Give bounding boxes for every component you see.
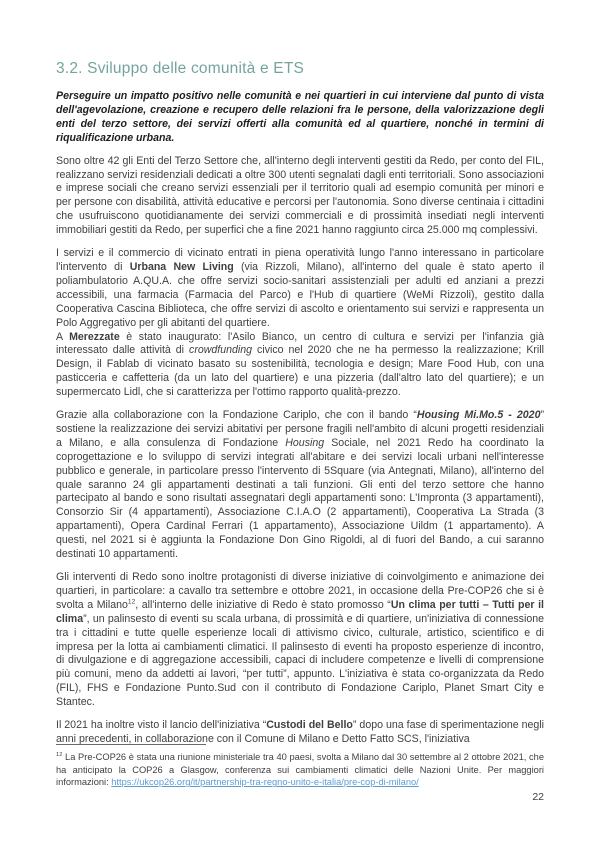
text-segment: I servizi e il commercio di vicinato entrati in piena operatività lungo l'anno interessano in particolare l'intervento di bbox=[56, 247, 544, 273]
footnote-block bbox=[56, 744, 544, 803]
text-segment: Sono oltre 42 gli Enti del Terzo Settore che, all'interno degli interventi gestiti da Redo, per conto del FIL, realizzano servizi residenziali dedicati a oltre 300 utenti segnalati dagli enti territoriali. Sono associazioni e imprese sociali che creano servizi essenziali per il territorio quali ad esempio comunità per minori e per persone con disabilità, attività educative e percorsi per l'autonomia. Sono diverse centinaia i cittadini che usufruiscono quotidianamente dei servizi commerciali e di prossimità insediati negli interventi immobiliari gestiti da Redo, per superfici che a fine 2021 hanno raggiunto circa 25.000 mq complessivi. bbox=[56, 154, 544, 237]
paragraph-terzo-settore bbox=[56, 155, 544, 238]
text-segment: ” dopo una fase di sperimentazione negli anni precedenti, in collaborazione con il Comune di Milano e Detto Fatto SCS, l'iniziativa bbox=[56, 719, 545, 745]
superscript-reference: 12 bbox=[127, 598, 136, 606]
intro-paragraph bbox=[56, 90, 544, 146]
text-segment: , all'interno delle iniziative di Redo è stato promosso “ bbox=[135, 598, 391, 611]
paragraph-un-clima-per-tutti bbox=[56, 571, 544, 710]
text-segment: Housing bbox=[285, 436, 325, 449]
section-heading: 3.2. Sviluppo delle comunità e ETS bbox=[56, 60, 305, 77]
text-segment: Il 2021 ha inoltre visto il lancio dell'iniziativa “ bbox=[56, 719, 267, 732]
footnote-divider bbox=[56, 744, 206, 745]
text-segment: Sociale, nel 2021 Redo ha coordinato la coprogettazione e lo sviluppo di servizi integrati all'abitare e dei servizi locali urbani nell'interesse pubblico e generale, in particolare presso l'intervento di 5Square (via Antegnati, Milano), all'interno del quale saranno 24 gli appartamenti destinati a tali funzioni. Gli enti del terzo settore che hanno partecipato al bando e sono risultati assegnatari degli appartamenti sono: L'Impronta (3 appartamenti), Consorzio Sir (4 appartamenti), Associazione C.I.A.O (2 appartamenti), Cooperativa La Strada (3 appartamenti), Opera Cardinal Ferrari (1 appartamento), Associazione Uildm (1 appartamento). A questi, nel 2021 si è aggiunta la Fondazione Don Gino Rigoldi, al di fuori del Bando, a cui saranno destinati 10 appartamenti. bbox=[56, 436, 544, 561]
text-segment: Housing Mi.Mo.5 - 2020 bbox=[416, 409, 541, 422]
text-segment: A bbox=[56, 330, 70, 343]
text-segment: (via Rizzoli, Milano), all'interno del quale è stato aperto il poliambulatorio A.QU.A. che offre servizi socio-sanitari assistenziali per adulti ed anziani a prezzi accessibili, una farmacia (Farmacia del Parco) e l'Hub di quartiere (WeMi Rizzoli), gestito dalla Cooperativa Cascina Biblioteca, che offre servizi di ascolto e orientamento sui servizi e rappresenta un Polo Aggregativo per gli abitanti del quartiere. bbox=[56, 260, 544, 329]
page-number: 22 bbox=[532, 790, 544, 803]
superscript-reference: 12 bbox=[56, 751, 63, 758]
text-segment: è stato inaugurato: l'Asilo Bianco, un centro di cultura e servizi per l'infanzia già interessato dalle attività di bbox=[56, 330, 544, 357]
paragraph-merezzate bbox=[56, 331, 544, 401]
text-segment: ”, un palinsesto di eventi su scala urbana, di prossimità e di quartiere, un'iniziativa di connessione tra i cittadini e tutte quelle esperienze locali di attivismo civico, culturale, artistico, scientifico e di impresa per la lotta ai cambiamenti climatici. Il palinsesto di eventi ha proposto esperienze di incontro, di divulgazione e di aggregazione accessibili, capaci di includere competenze e livelli di comprensione più comuni, meno da addetti ai lavori, “per tutti”, appunto. L'iniziativa è stata co-organizzata da Redo (FIL), FHS e Fondazione Punto.Sud con il contributo di Fondazione Cariplo, Planet Smart City e Stantec. bbox=[56, 612, 544, 709]
text-segment: Custodi del Bello bbox=[266, 719, 353, 732]
footnote-link[interactable]: https://ukcop26.org/it/partnership-tra-regno-unito-e-italia/pre-cop-di-milano/ bbox=[111, 777, 419, 788]
text-segment: Gli interventi di Redo sono inoltre protagonisti di diverse iniziative di coinvolgimento e animazione dei quartieri, in particolare: a cavallo tra settembre e ottobre 2021, in occasione della Pre-COP26 che si è svolta a Milano bbox=[56, 571, 544, 611]
text-segment: Urbana New Living bbox=[129, 260, 234, 273]
text-segment: crowdfunding bbox=[189, 344, 253, 357]
text-segment: La Pre-COP26 è stata una riunione ministeriale tra 40 paesi, svolta a Milano dal 30 settembre al 2 ottobre 2021, che ha anticipato la COP26 a Glasgow, conferenza sui cambiamenti climatici delle Nazioni Unite. Per maggiori informazioni: bbox=[56, 752, 544, 788]
text-segment: ” sostiene la realizzazione dei servizi abitativi per persone fragili nell'ambito di alcuni progetti residenziali a Milano, e alla consulenza di Fondazione bbox=[56, 409, 544, 449]
footnote-text bbox=[56, 751, 544, 789]
body-paragraphs bbox=[56, 90, 544, 747]
text-segment: Un clima per tutti – Tutti per il clima bbox=[56, 598, 544, 625]
text-segment: Grazie alla collaborazione con la Fondazione Cariplo, che con il bando “ bbox=[56, 409, 417, 422]
paragraph-urbana-new-living bbox=[56, 247, 544, 330]
paragraph-custodi-del-bello bbox=[56, 719, 544, 747]
text-segment: civico nel 2020 che ne ha permesso la realizzazione; Krill Design, il Fablab di vicinato basato su sostenibilità, tecnologia e design; Mare Food Hub, con una pasticceria e caffetteria (da un lato del quartiere) e una pizzeria (dall'altro lato del quartiere); e un supermercato Lidl, che si caratterizza per l'ottimo rapporto qualità-prezzo. bbox=[56, 344, 544, 399]
paragraph-housing-mimo5 bbox=[56, 409, 544, 562]
text-segment: Merezzate bbox=[69, 330, 120, 343]
text-segment: Perseguire un impatto positivo nelle comunità e nei quartieri in cui interviene dal punto di vista dell'agevolazione, creazione e recupero delle relazioni fra le persone, della valorizzazione degli enti del terzo settore, dei servizi offerti alla comunità ed al quartiere, nonché in termini di riqualificazione urbana. bbox=[56, 90, 544, 144]
